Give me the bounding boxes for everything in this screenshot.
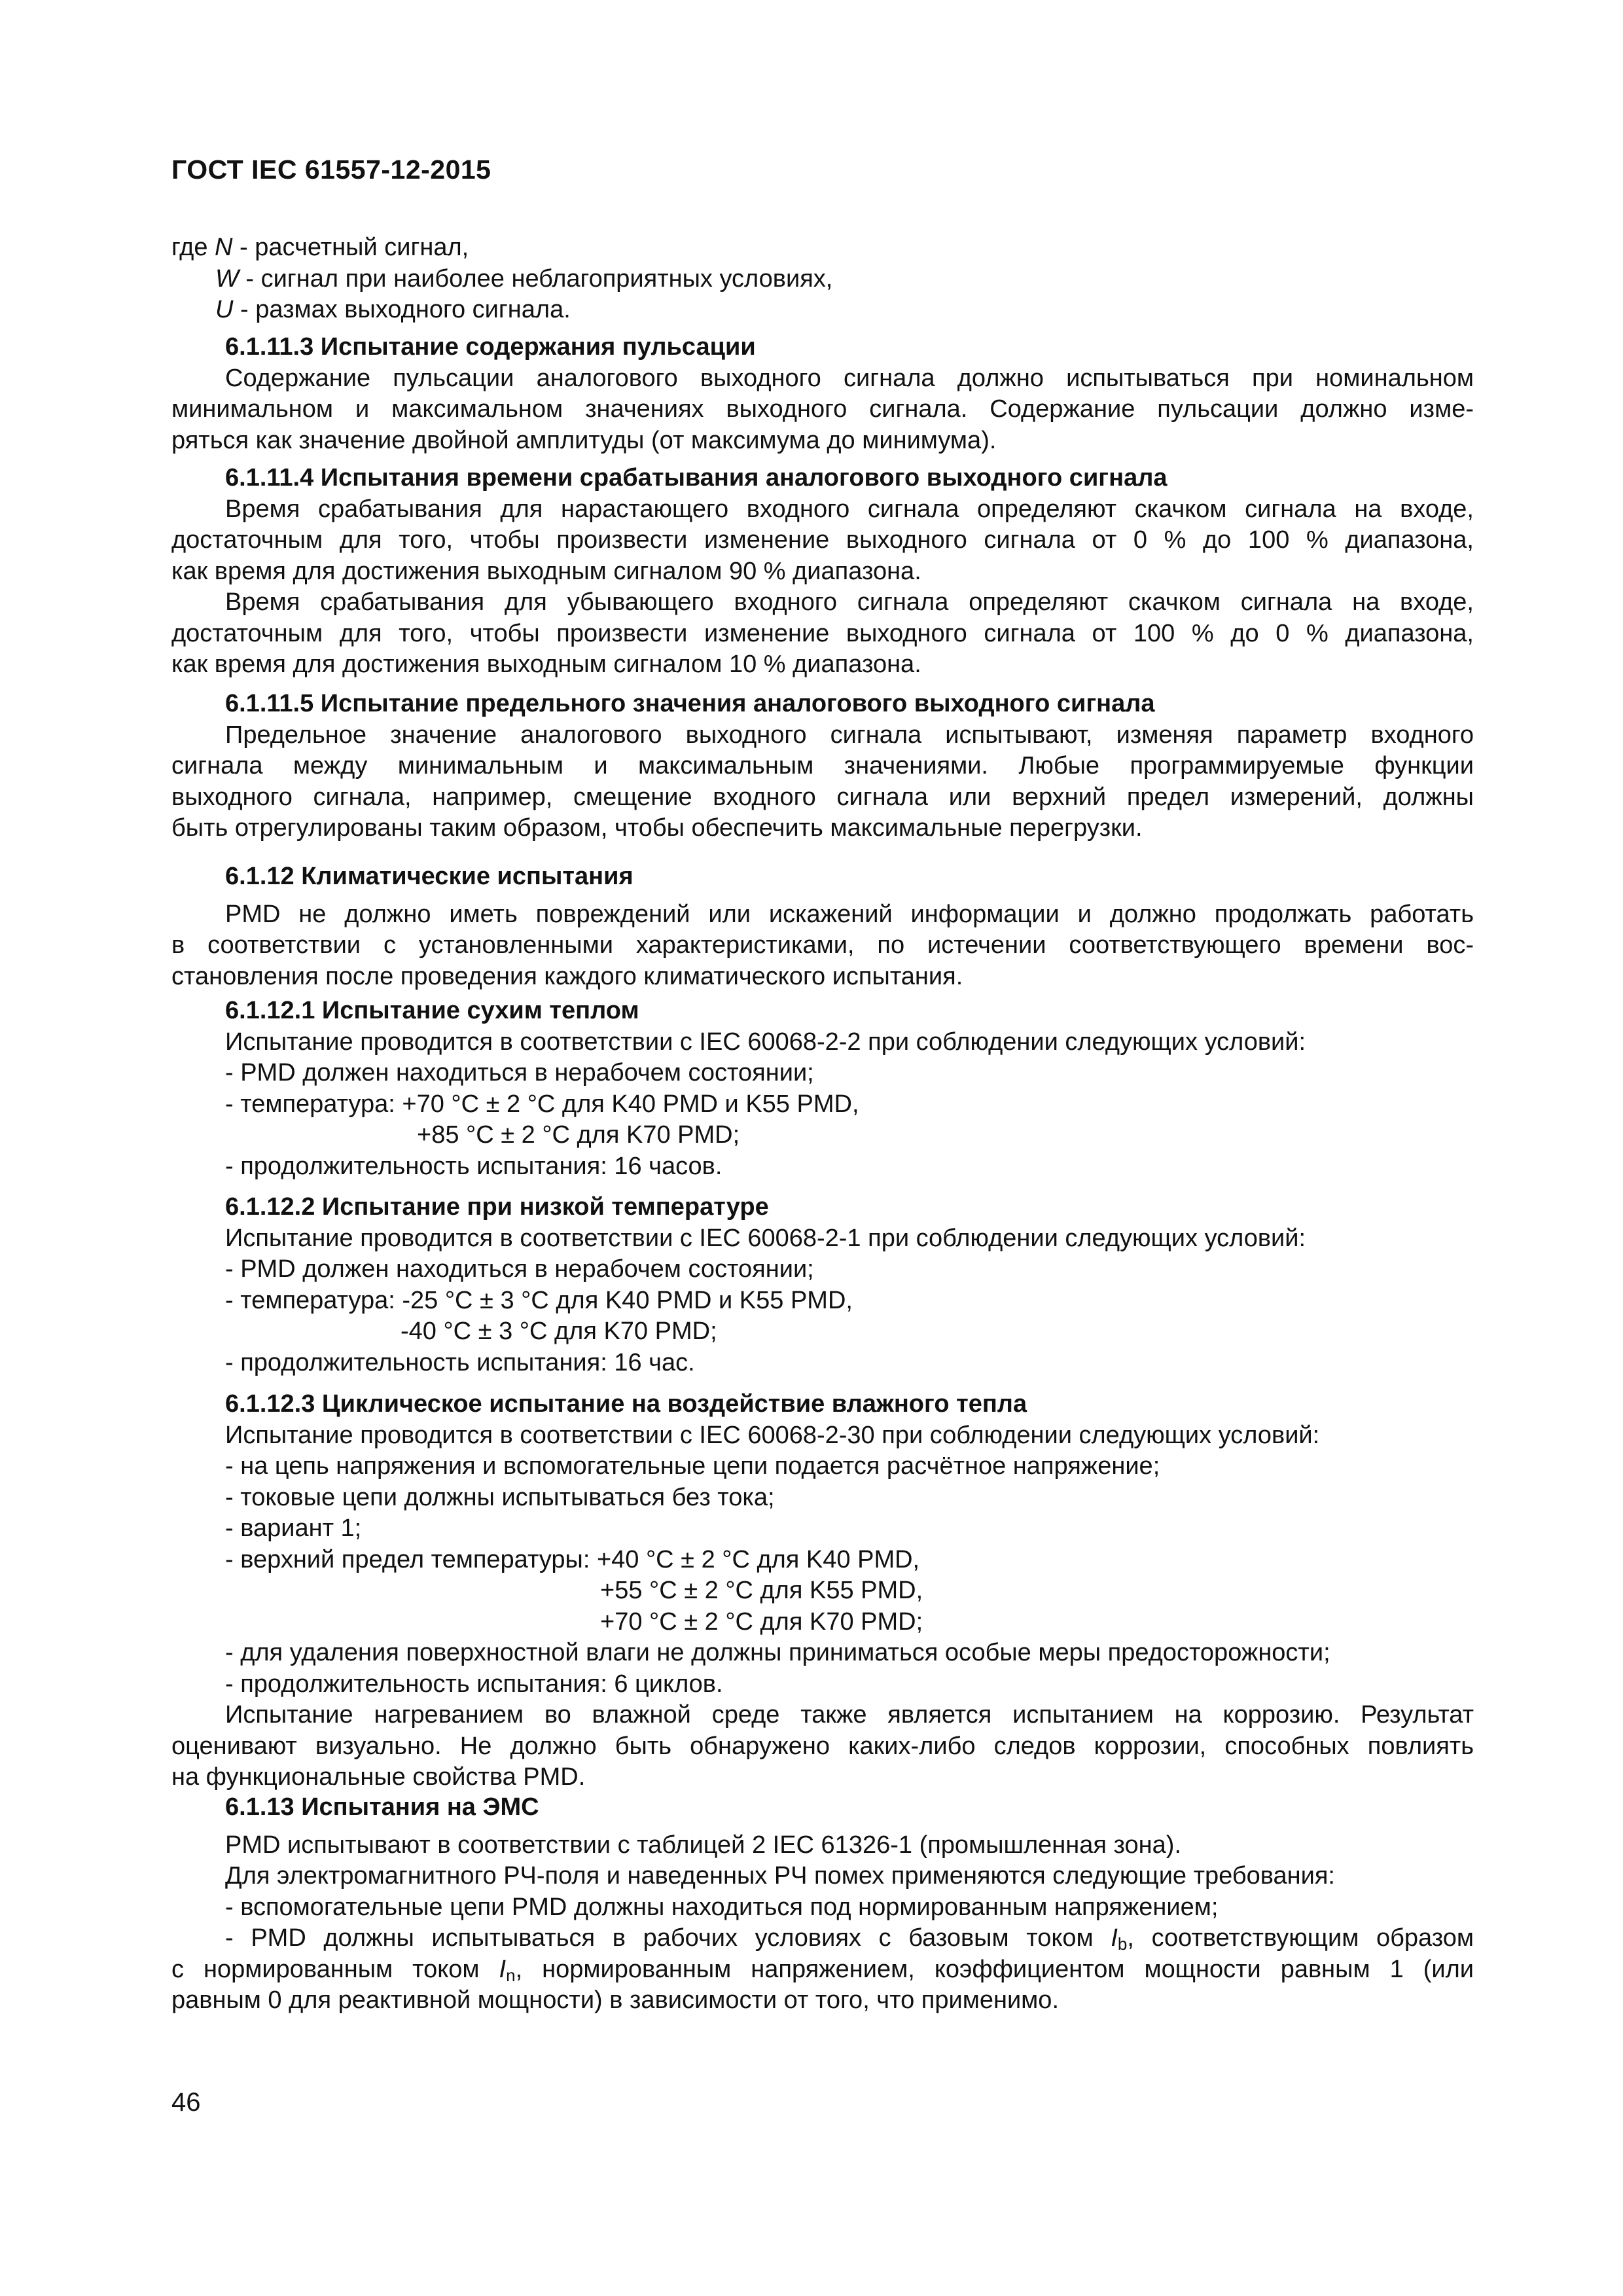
list-item: - для удаления поверхностной влаги не должны приниматься особые меры предосторожности;: [225, 1639, 1330, 1666]
paragraph-line: Испытание проводится в соответствии с IEC 60068-2-30 при соблюдении следующих условий:: [225, 1421, 1320, 1449]
list-item: - на цепь напряжения и вспомогательные цепи подается расчётное напряжение;: [225, 1452, 1160, 1480]
paragraph-line: Испытание нагреванием во влажной среде также является испытанием на коррозию. Результат: [225, 1701, 1474, 1729]
paragraph-line: с нормированным током $I_n$, нормированным напряжением, коэффициентом мощности равным 1 (или: [171, 1955, 1474, 1985]
section-6-1-12-1: [171, 996, 1474, 1182]
paragraph-line: Время срабатывания для нарастающего входного сигнала определяют скачком сигнала на входе,: [225, 495, 1474, 523]
section-6-1-12-3: [171, 1389, 1474, 1793]
list-item-continuation: -40 °С ± 3 °С для K70 PMD;: [401, 1318, 717, 1345]
list-item: - PMD должны испытываться в рабочих условиях с базовым током $I_b$, соответствующим образом: [225, 1924, 1474, 1954]
list-item-continuation: +85 °С ± 2 °С для K70 PMD;: [417, 1121, 740, 1149]
list-item: - токовые цепи должны испытываться без тока;: [225, 1483, 775, 1511]
paragraph-line: сигнала между минимальным и максимальным значениями. Любые программируемые функции: [171, 752, 1474, 780]
document-header: ГОСТ IEC 61557-12-2015: [171, 154, 491, 185]
section-heading: 6.1.13 Испытания на ЭМС: [225, 1793, 539, 1821]
paragraph-line: быть отрегулированы таким образом, чтобы обеспечить максимальные перегрузки.: [171, 814, 1143, 842]
paragraph-line: минимальном и максимальном значениях выходного сигнала. Содержание пульсации должно изме-: [171, 395, 1474, 423]
paragraph-line: в соответствии с установленными характеристиками, по истечении соответствующего времени вос-: [171, 931, 1474, 959]
list-item: - PMD должен находиться в нерабочем состоянии;: [225, 1059, 814, 1086]
section-6-1-12-2: [171, 1192, 1474, 1378]
section-heading: 6.1.11.4 Испытания времени срабатывания аналогового выходного сигнала: [225, 464, 1168, 492]
list-item: - продолжительность испытания: 16 часов.: [225, 1152, 722, 1180]
legend-line-u: U - размах выходного сигнала.: [215, 296, 571, 323]
paragraph-line: становления после проведения каждого климатического испытания.: [171, 962, 963, 990]
list-item: - температура: -25 °С ± 3 °С для K40 PMD и K55 PMD,: [225, 1286, 853, 1314]
paragraph-line: на функциональные свойства PMD.: [171, 1763, 586, 1791]
section-6-1-11-3: [171, 332, 1474, 456]
paragraph-line: Содержание пульсации аналогового выходного сигнала должно испытываться при номинальном: [225, 364, 1474, 392]
paragraph-line: достаточным для того, чтобы произвести изменение выходного сигнала от 100 % до 0 % диапазона,: [171, 619, 1474, 647]
paragraph-line: Для электромагнитного РЧ-поля и наведенных РЧ помех применяются следующие требования:: [225, 1862, 1335, 1890]
list-item: - верхний предел температуры: +40 °С ± 2 °С для K40 PMD,: [225, 1545, 920, 1573]
section-heading: 6.1.12.1 Испытание сухим теплом: [225, 997, 639, 1024]
paragraph-line: Предельное значение аналогового выходного сигнала испытывают, изменяя параметр входного: [225, 721, 1474, 749]
section-heading: 6.1.11.5 Испытание предельного значения аналогового выходного сигнала: [225, 690, 1155, 717]
paragraph-line: оценивают визуально. Не должно быть обнаружено каких-либо следов коррозии, способных повлиять: [171, 1732, 1474, 1760]
section-6-1-13: [171, 1792, 1474, 2017]
paragraph-line: Испытание проводится в соответствии с IEC 60068-2-1 при соблюдении следующих условий:: [225, 1224, 1306, 1252]
legend-line-w: W - сигнал при наиболее неблагоприятных условиях,: [215, 264, 833, 293]
paragraph-line: PMD испытывают в соответствии с таблицей 2 IEC 61326-1 (промышленная зона).: [225, 1831, 1181, 1859]
paragraph-line: PMD не должно иметь повреждений или искажений информации и должно продолжать работать: [225, 900, 1474, 928]
paragraph-line: равным 0 для реактивной мощности) в зависимости от того, что применимо.: [171, 1986, 1059, 2014]
list-item: - PMD должен находиться в нерабочем состоянии;: [225, 1255, 814, 1283]
section-6-1-11-5: [171, 689, 1474, 844]
paragraph-line: Испытание проводится в соответствии с IEC 60068-2-2 при соблюдении следующих условий:: [225, 1028, 1306, 1056]
paragraph-line: выходного сигнала, например, смещение входного сигнала или верхний предел измерений, должны: [171, 783, 1474, 811]
paragraph-line: как время для достижения выходным сигналом 10 % диапазона.: [171, 651, 921, 678]
paragraph-line: Время срабатывания для убывающего входного сигнала определяют скачком сигнала на входе,: [225, 588, 1474, 616]
legend-line-n: где N - расчетный сигнал,: [171, 234, 469, 261]
page-number: 46: [171, 2088, 201, 2117]
section-heading: 6.1.12.3 Циклическое испытание на воздействие влажного тепла: [225, 1390, 1027, 1418]
section-6-1-12: [171, 861, 1474, 992]
list-item: - вспомогательные цепи PMD должны находиться под нормированным напряжением;: [225, 1893, 1219, 1921]
list-item: - температура: +70 °С ± 2 °С для K40 PMD и K55 PMD,: [225, 1090, 859, 1118]
paragraph-line: ряться как значение двойной амплитуды (от максимума до минимума).: [171, 426, 997, 454]
section-heading: 6.1.12.2 Испытание при низкой температуре: [225, 1193, 769, 1221]
list-item-continuation: +70 °С ± 2 °С для K70 PMD;: [600, 1607, 923, 1636]
section-heading: 6.1.12 Климатические испытания: [225, 863, 633, 890]
section-6-1-11-4: [171, 463, 1474, 681]
list-item: - продолжительность испытания: 16 час.: [225, 1348, 695, 1376]
paragraph-line: достаточным для того, чтобы произвести изменение выходного сигнала от 0 % до 100 % диапазона,: [171, 526, 1474, 554]
variable-legend: [171, 232, 1474, 326]
list-item: - вариант 1;: [225, 1515, 362, 1542]
section-heading: 6.1.11.3 Испытание содержания пульсации: [225, 333, 756, 361]
paragraph-line: как время для достижения выходным сигналом 90 % диапазона.: [171, 557, 921, 585]
list-item-continuation: +55 °С ± 2 °С для K55 PMD,: [600, 1577, 923, 1604]
list-item: - продолжительность испытания: 6 циклов.: [225, 1670, 723, 1698]
